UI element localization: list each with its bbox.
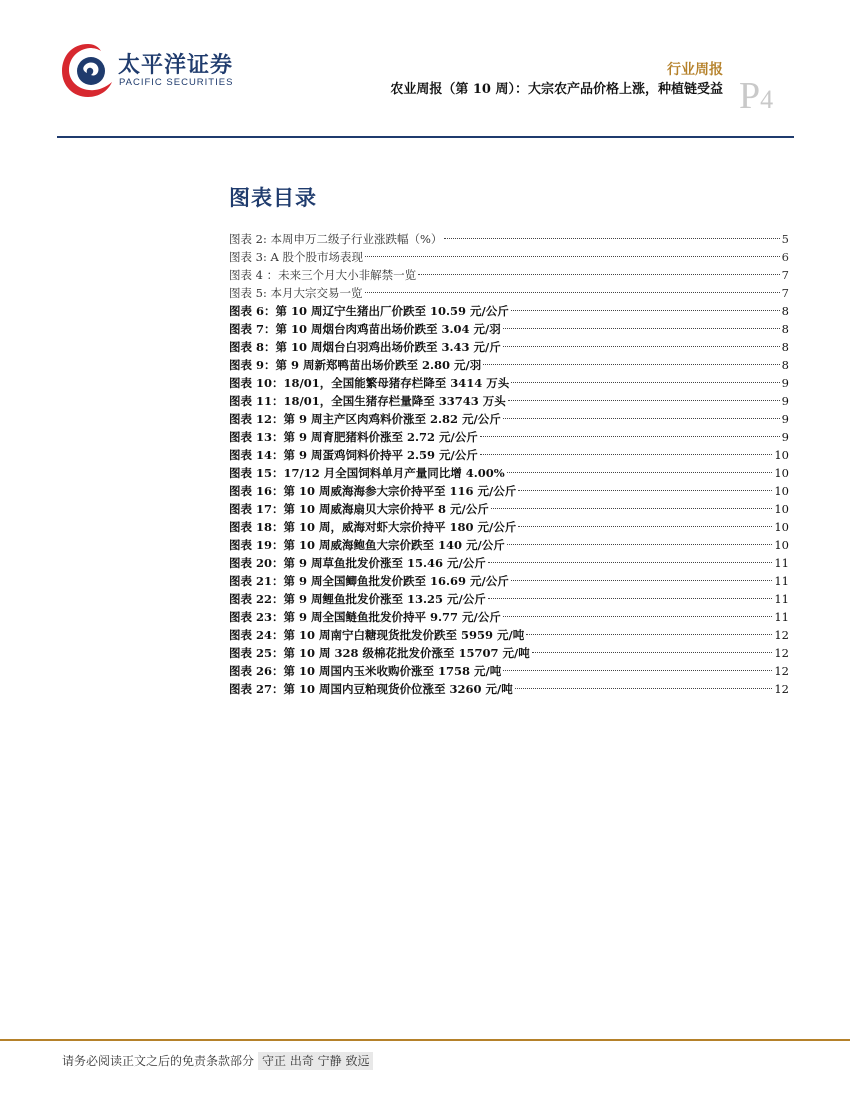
toc-entry-page: 10 bbox=[774, 484, 789, 498]
toc-entry[interactable] bbox=[229, 266, 789, 284]
toc-entry[interactable] bbox=[229, 500, 789, 518]
toc-entry[interactable] bbox=[229, 284, 789, 302]
toc-entry[interactable] bbox=[229, 320, 789, 338]
toc-leader-dots bbox=[511, 382, 779, 383]
toc-entry-label: 图表 7：第 10 周烟台肉鸡苗出场价跌至 3.04 元/羽 bbox=[229, 322, 501, 336]
toc-entry[interactable] bbox=[229, 230, 789, 248]
toc-entry[interactable] bbox=[229, 410, 789, 428]
toc-leader-dots bbox=[444, 238, 779, 239]
toc-entry-label: 图表 4 ：未来三个月大小非解禁一览 bbox=[229, 268, 417, 282]
toc-leader-dots bbox=[515, 688, 773, 689]
toc-entry-page: 7 bbox=[781, 268, 789, 282]
toc-leader-dots bbox=[483, 364, 779, 365]
toc-entry[interactable] bbox=[229, 428, 789, 446]
toc-entry[interactable] bbox=[229, 590, 789, 608]
toc-leader-dots bbox=[532, 652, 773, 653]
toc-leader-dots bbox=[480, 436, 780, 437]
toc-leader-dots bbox=[507, 472, 773, 473]
toc-entry-label: 图表 21：第 9 周全国鲫鱼批发价跌至 16.69 元/公斤 bbox=[229, 574, 509, 588]
toc-entry-page: 8 bbox=[781, 358, 789, 372]
toc-entry-label: 图表 23：第 9 周全国鲢鱼批发价持平 9.77 元/公斤 bbox=[229, 610, 501, 624]
toc-leader-dots bbox=[365, 292, 780, 293]
toc-leader-dots bbox=[503, 670, 772, 671]
toc-entry-label: 图表 8：第 10 周烟台白羽鸡出场价跌至 3.43 元/斤 bbox=[229, 340, 501, 354]
toc-entry[interactable] bbox=[229, 446, 789, 464]
toc-entry-label: 图表 10：18/01，全国能繁母猪存栏降至 3414 万头 bbox=[229, 376, 510, 390]
footer bbox=[62, 1052, 373, 1069]
toc-entry-page: 10 bbox=[774, 520, 789, 534]
toc-leader-dots bbox=[503, 346, 780, 347]
toc-entry-label: 图表 25：第 10 周 328 级棉花批发价涨至 15707 元/吨 bbox=[229, 646, 530, 660]
toc-entry[interactable] bbox=[229, 536, 789, 554]
footer-motto: 守正 出奇 宁静 致远 bbox=[258, 1052, 373, 1070]
toc-entry[interactable] bbox=[229, 482, 789, 500]
toc-entry-label: 图表 5: 本月大宗交易一览 bbox=[229, 286, 363, 300]
toc-entry-label: 图表 14：第 9 周蛋鸡饲料价持平 2.59 元/公斤 bbox=[229, 448, 478, 462]
header-rule bbox=[57, 136, 794, 138]
toc-entry-page: 8 bbox=[781, 304, 789, 318]
pacific-securities-logo-icon bbox=[58, 40, 114, 100]
toc-leader-dots bbox=[508, 400, 780, 401]
toc-entry-page: 8 bbox=[781, 322, 789, 336]
toc-entry-label: 图表 16：第 10 周威海海参大宗价持平至 116 元/公斤 bbox=[229, 484, 517, 498]
toc-entry[interactable] bbox=[229, 338, 789, 356]
page-letter: P bbox=[739, 75, 761, 117]
toc-entry-label: 图表 3: A 股个股市场表现 bbox=[229, 250, 363, 264]
toc-entry[interactable] bbox=[229, 662, 789, 680]
toc-entry-page: 12 bbox=[774, 628, 789, 642]
report-title: 农业周报（第 10 周）：大宗农产品价格上涨，种植链受益 bbox=[390, 82, 723, 97]
toc-entry-page: 9 bbox=[781, 430, 789, 444]
toc-entry[interactable] bbox=[229, 608, 789, 626]
toc-entry-page: 5 bbox=[781, 232, 789, 246]
toc-entry-label: 图表 9：第 9 周新郑鸭苗出场价跌至 2.80 元/羽 bbox=[229, 358, 482, 372]
toc-entry-label: 图表 13：第 9 周育肥猪料价涨至 2.72 元/公斤 bbox=[229, 430, 478, 444]
toc-entry[interactable] bbox=[229, 626, 789, 644]
toc-entry-page: 11 bbox=[774, 592, 789, 606]
toc-entry-page: 6 bbox=[781, 250, 789, 264]
toc-entry-page: 7 bbox=[781, 286, 789, 300]
toc-entry-page: 11 bbox=[774, 610, 789, 624]
toc-leader-dots bbox=[418, 274, 780, 275]
toc-entry[interactable] bbox=[229, 392, 789, 410]
toc-entry-label: 图表 6：第 10 周辽宁生猪出厂价跌至 10.59 元/公斤 bbox=[229, 304, 509, 318]
toc-entry-label: 图表 24：第 10 周南宁白糖现货批发价跌至 5959 元/吨 bbox=[229, 628, 525, 642]
toc-title: 图表目录 bbox=[229, 185, 317, 210]
logo-chinese-name: 太平洋证券 bbox=[118, 53, 234, 78]
toc-leader-dots bbox=[503, 418, 780, 419]
toc-entry-page: 9 bbox=[781, 412, 789, 426]
toc-entry-label: 图表 22：第 9 周鲤鱼批发价涨至 13.25 元/公斤 bbox=[229, 592, 486, 606]
toc-entry[interactable] bbox=[229, 554, 789, 572]
toc-entry-label: 图表 27：第 10 周国内豆粕现货价位涨至 3260 元/吨 bbox=[229, 682, 513, 696]
toc-list bbox=[229, 230, 789, 698]
toc-entry-page: 9 bbox=[781, 376, 789, 390]
toc-leader-dots bbox=[491, 508, 773, 509]
toc-entry-page: 10 bbox=[774, 502, 789, 516]
toc-entry-label: 图表 20：第 9 周草鱼批发价涨至 15.46 元/公斤 bbox=[229, 556, 486, 570]
toc-leader-dots bbox=[480, 454, 773, 455]
toc-entry-label: 图表 19：第 10 周威海鲍鱼大宗价跌至 140 元/公斤 bbox=[229, 538, 505, 552]
toc-entry-page: 10 bbox=[774, 466, 789, 480]
footer-rule bbox=[0, 1039, 850, 1041]
page-number bbox=[739, 74, 773, 118]
report-type: 行业周报 bbox=[667, 62, 723, 78]
toc-entry[interactable] bbox=[229, 572, 789, 590]
toc-leader-dots bbox=[503, 328, 780, 329]
toc-leader-dots bbox=[511, 310, 780, 311]
toc-entry-page: 12 bbox=[774, 646, 789, 660]
toc-entry[interactable] bbox=[229, 680, 789, 698]
toc-leader-dots bbox=[526, 634, 772, 635]
toc-entry-label: 图表 15：17/12 月全国饲料单月产量同比增 4.00% bbox=[229, 466, 505, 480]
page-digit: 4 bbox=[760, 85, 774, 114]
toc-leader-dots bbox=[518, 526, 772, 527]
toc-entry[interactable] bbox=[229, 518, 789, 536]
footer-disclaimer: 请务必阅读正文之后的免责条款部分 bbox=[62, 1054, 255, 1068]
toc-entry-label: 图表 11：18/01，全国生猪存栏量降至 33743 万头 bbox=[229, 394, 506, 408]
toc-entry-page: 10 bbox=[774, 448, 789, 462]
toc-leader-dots bbox=[511, 580, 773, 581]
toc-entry[interactable] bbox=[229, 356, 789, 374]
toc-leader-dots bbox=[518, 490, 772, 491]
toc-entry-label: 图表 17：第 10 周威海扇贝大宗价持平 8 元/公斤 bbox=[229, 502, 489, 516]
toc-entry-page: 10 bbox=[774, 538, 789, 552]
toc-entry-page: 9 bbox=[781, 394, 789, 408]
toc-entry-page: 11 bbox=[774, 556, 789, 570]
toc-entry[interactable] bbox=[229, 374, 789, 392]
toc-leader-dots bbox=[488, 562, 773, 563]
toc-entry-page: 12 bbox=[774, 682, 789, 696]
toc-entry-label: 图表 26：第 10 周国内玉米收购价涨至 1758 元/吨 bbox=[229, 664, 502, 678]
toc-entry-label: 图表 18：第 10 周，威海对虾大宗价持平 180 元/公斤 bbox=[229, 520, 517, 534]
toc-leader-dots bbox=[488, 598, 773, 599]
toc-entry-page: 11 bbox=[774, 574, 789, 588]
toc-leader-dots bbox=[365, 256, 780, 257]
toc-entry[interactable] bbox=[229, 248, 789, 266]
toc-entry-page: 8 bbox=[781, 340, 789, 354]
company-logo bbox=[58, 40, 268, 110]
logo-english-name: PACIFIC SECURITIES bbox=[119, 77, 234, 88]
toc-entry[interactable] bbox=[229, 464, 789, 482]
toc-entry[interactable] bbox=[229, 302, 789, 320]
toc-entry-label: 图表 12：第 9 周主产区肉鸡料价涨至 2.82 元/公斤 bbox=[229, 412, 501, 426]
toc-leader-dots bbox=[503, 616, 773, 617]
toc-entry-page: 12 bbox=[774, 664, 789, 678]
toc-entry[interactable] bbox=[229, 644, 789, 662]
toc-entry-label: 图表 2: 本周申万二级子行业涨跌幅（%） bbox=[229, 232, 443, 246]
toc-leader-dots bbox=[507, 544, 773, 545]
